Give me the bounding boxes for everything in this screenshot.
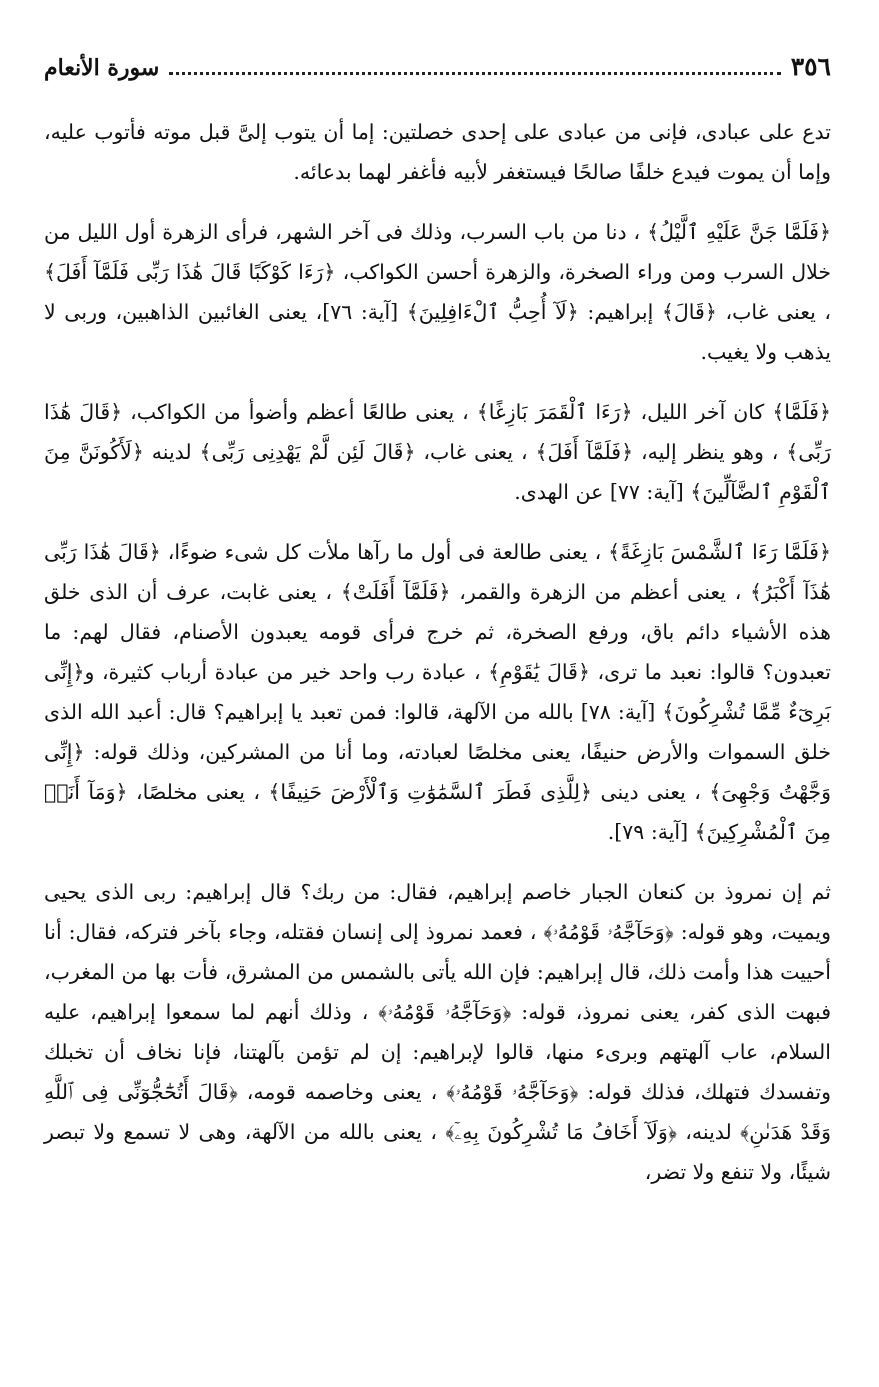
paragraph-3: ﴿فَلَمَّا﴾ كان آخر الليل، ﴿رَءَا ٱلْقَمَرَ بَازِغًا﴾ ، يعنى طالعًا أعظم وأضوأ من الكواكب، ﴿قَالَ هَٰذَا رَبِّى﴾ ، وهو ينظر إليه، ﴿فَلَمَّآ أَفَلَ﴾ ، يعنى غاب، ﴿قَالَ لَئِن لَّمْ يَهْدِنِى رَبِّى﴾ لدينه ﴿لَأَكُونَنَّ مِنَ ٱلْقَوْمِ ٱلضَّآلِّينَ﴾ [آية: ٧٧] عن الهدى.: [44, 400, 831, 504]
dotted-leader: [169, 72, 780, 75]
page-number: ٣٥٦: [790, 52, 831, 81]
page-header: [44, 52, 831, 92]
paragraph-4: ﴿فَلَمَّا رَءَا ٱلشَّمْسَ بَازِغَةً﴾ ، يعنى طالعة فى أول ما رآها ملأت كل شىء ضوءًا، ﴿قَالَ هَٰذَا رَبِّى هَٰذَآ أَكْبَرُ﴾ ، يعنى أعظم من الزهرة والقمر، ﴿فَلَمَّآ أَفَلَتْ﴾ ، يعنى غابت، عرف أن الذى خلق هذه الأشياء دائم باق، ورفع الصخرة، ثم خرج فرأى قومه يعبدون الأصنام، فقال لهم: ما تعبدون؟ قالوا: نعبد ما ترى، ﴿قَالَ يَٰقَوْمِ﴾ ، عبادة رب واحد خير من عبادة أرباب كثيرة، و﴿إِنِّى بَرِىٓءٌ مِّمَّا تُشْرِكُونَ﴾ [آية: ٧٨] بالله من الآلهة، قالوا: فمن تعبد يا إبراهيم؟ قال: أعبد الله الذى خلق السموات والأرض حنيفًا، يعنى مخلصًا لعبادته، وما أنا من المشركين، وذلك قوله: ﴿إِنِّى وَجَّهْتُ وَجْهِىَ﴾ ، يعنى دينى ﴿لِلَّذِى فَطَرَ ٱلسَّمَٰوَٰتِ وَٱلْأَرْضَ حَنِيفًا﴾ ، يعنى مخلصًا، ﴿وَمَآ أَنَا۠ مِنَ ٱلْمُشْرِكِينَ﴾ [آية: ٧٩].: [44, 540, 831, 844]
paragraph-5: ثم إن نمروذ بن كنعان الجبار خاصم إبراهيم، فقال: من ربك؟ قال إبراهيم: ربى الذى يحيى ويميت، وهو قوله: ﴿وَحَآجَّهُۥ قَوْمُهُۥ﴾ ، فعمد نمروذ إلى إنسان فقتله، وجاء بآخر فتركه، فقال: أنا أحييت هذا وأمت ذلك، قال إبراهيم: فإن الله يأتى بالشمس من المشرق، فأت بها من المغرب، فبهت الذى كفر، يعنى نمروذ، قوله: ﴿وَحَآجَّهُۥ قَوْمُهُۥ﴾ ، وذلك أنهم لما سمعوا إبراهيم، عليه السلام، عاب آلهتهم وبرىء منها، قالوا لإبراهيم: إن لم تؤمن بآلهتنا، فإنا نخاف أن تخبلك وتفسدك فتهلك، فذلك قوله: ﴿وَحَآجَّهُۥ قَوْمُهُۥ﴾ ، يعنى وخاصمه قومه، ﴿قَالَ أَتُحَٰٓجُّوٓنِّى فِى ٱللَّهِ وَقَدْ هَدَىٰنِ﴾ لدينه، ﴿وَلَآ أَخَافُ مَا تُشْرِكُونَ بِهِۦٓ﴾ ، يعنى بالله من الآلهة، وهى لا تسمع ولا تبصر شيئًا، ولا تنفع ولا تضر،: [44, 880, 831, 1184]
paragraph-2: ﴿فَلَمَّا جَنَّ عَلَيْهِ ٱلَّيْلُ﴾ ، دنا من باب السرب، وذلك فى آخر الشهر، فرأى الزهرة أول الليل من خلال السرب ومن وراء الصخرة، والزهرة أحسن الكواكب، ﴿رَءَا كَوْكَبًا قَالَ هَٰذَا رَبِّى فَلَمَّآ أَفَلَ﴾ ، يعنى غاب، ﴿قَالَ﴾ إبراهيم: ﴿لَآ أُحِبُّ ٱلْءَافِلِينَ﴾ [آية: ٧٦]، يعنى الغائبين الذاهبين، وربى لا يذهب ولا يغيب.: [44, 220, 831, 364]
running-title: سورة الأنعام: [44, 55, 160, 81]
paragraph-1: تدع على عبادى، فإنى من عبادى على إحدى خصلتين: إما أن يتوب إلىَّ قبل موته فأتوب عليه، وإما أن يموت فيدع خلفًا صالحًا فيستغفر لأبيه فأغفر لهما بدعائه.: [44, 120, 831, 184]
